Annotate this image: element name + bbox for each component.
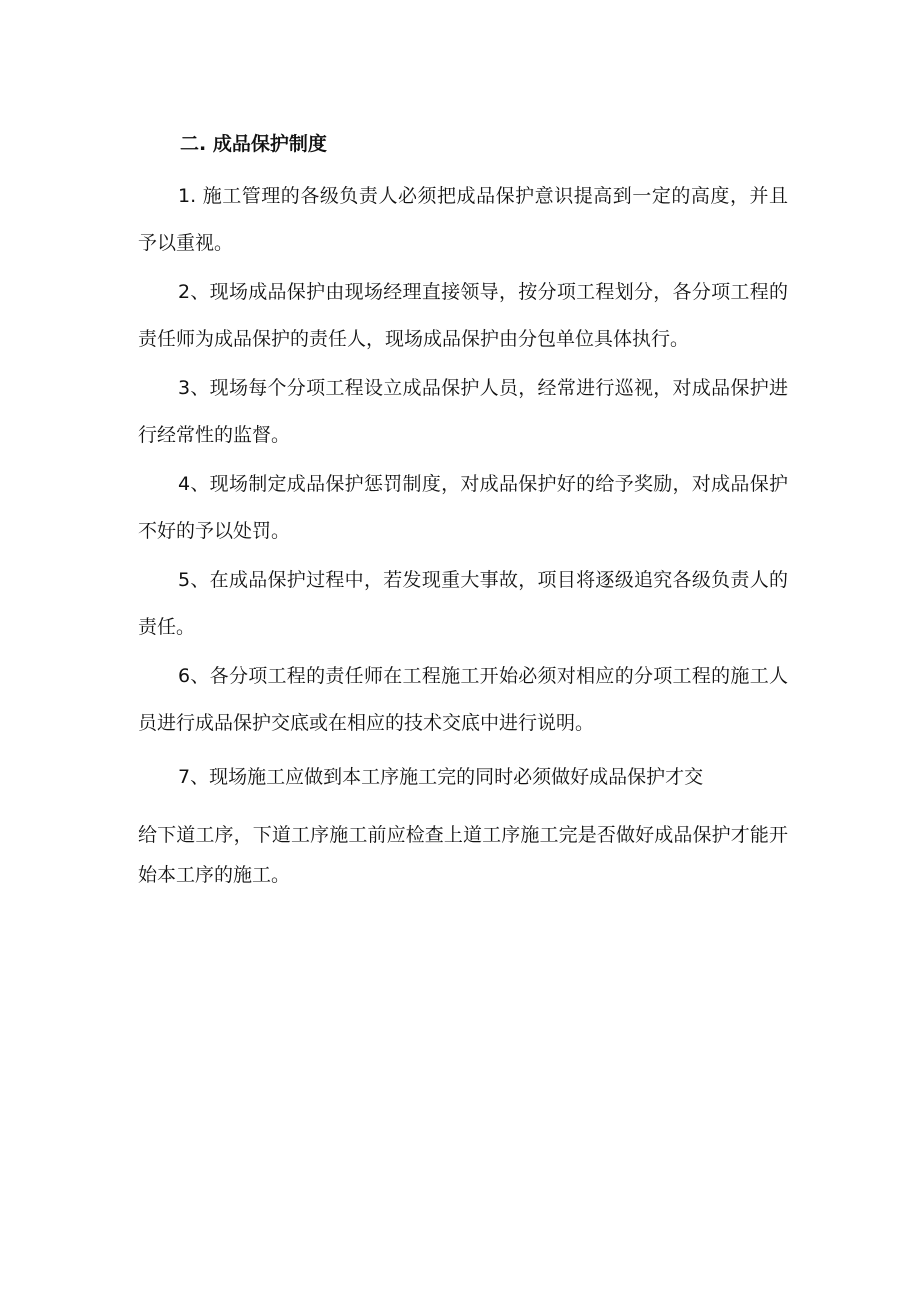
paragraph-5: 5、在成品保护过程中，若发现重大事故，项目将逐级追究各级负责人的责任。 xyxy=(138,569,788,638)
paragraph-7-continuation: 给下道工序，下道工序施工前应检查上道工序施工完是否做好成品保护才能开始本工序的施工。 xyxy=(138,824,788,886)
paragraph-6: 6、各分项工程的责任师在工程施工开始必须对相应的分项工程的施工人员进行成品保护交底或在相应的技术交底中进行说明。 xyxy=(138,665,788,734)
paragraph-1: 1. 施工管理的各级负责人必须把成品保护意识提高到一定的高度，并且予以重视。 xyxy=(138,185,788,254)
paragraph-3: 3、现场每个分项工程设立成品保护人员，经常进行巡视，对成品保护进行经常性的监督。 xyxy=(138,377,788,446)
section-heading: 二. 成品保护制度 xyxy=(180,133,327,155)
paragraph-4: 4、现场制定成品保护惩罚制度，对成品保护好的给予奖励，对成品保护不好的予以处罚。 xyxy=(138,473,788,542)
paragraph-2: 2、现场成品保护由现场经理直接领导，按分项工程划分，各分项工程的责任师为成品保护的责任人，现场成品保护由分包单位具体执行。 xyxy=(138,281,788,350)
paragraph-7-first-line: 7、现场施工应做到本工序施工完的同时必须做好成品保护才交 xyxy=(178,766,704,788)
